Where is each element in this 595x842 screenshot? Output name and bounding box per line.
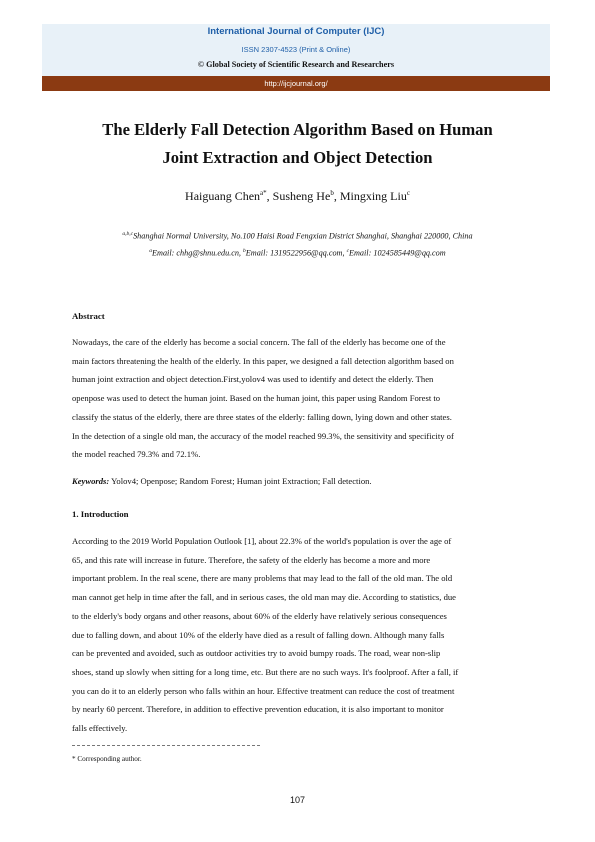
affiliation-sup: a,b,c bbox=[122, 231, 134, 237]
email-sup-c: c bbox=[346, 248, 350, 254]
email-line bbox=[42, 248, 553, 258]
footnote-divider bbox=[72, 745, 260, 746]
abstract-heading: Abstract bbox=[72, 311, 105, 321]
intro-line: you can do it to an elderly person who falls within an hour. Effective treatment can reduce the cost of treatment bbox=[72, 685, 455, 696]
page-number: 107 bbox=[289, 795, 306, 805]
author-list bbox=[42, 189, 553, 204]
affiliation bbox=[42, 231, 553, 241]
intro-line: falls effectively. bbox=[72, 723, 128, 734]
intro-line: by nearly 60 percent. Therefore, in addition to effective prevention education, it is also important to monitor bbox=[72, 704, 444, 715]
publisher-line: © Global Society of Scientific Research and Researchers bbox=[197, 60, 395, 69]
abstract-body bbox=[72, 333, 523, 464]
author-separator: , bbox=[266, 189, 273, 203]
intro-line: man cannot get help in time after the fall, and in serious cases, the old man may die. According to statistics, due bbox=[72, 592, 456, 603]
email-1[interactable]: Email: chhg@shnu.edu.cn, bbox=[152, 248, 244, 258]
abstract-line: human joint extraction and object detection.First,yolov4 was used to identify and detect the elderly. Then bbox=[72, 374, 434, 385]
journal-header bbox=[42, 24, 550, 76]
journal-issn: ISSN 2307-4523 (Print & Online) bbox=[241, 45, 351, 54]
email-sup-b: b bbox=[243, 248, 246, 254]
intro-line: shoes, stand up slowly when sitting for a long time, etc. But there are no such ways. It's foolproof. After a fall, if bbox=[72, 666, 459, 677]
journal-url-link[interactable]: http://ijcjournal.org/ bbox=[264, 79, 328, 88]
keywords bbox=[72, 476, 372, 486]
email-2[interactable]: Email: 1319522956@qq.com, bbox=[245, 248, 347, 258]
journal-name: International Journal of Computer (IJC) bbox=[207, 26, 385, 37]
intro-line: to the elderly's body organs and other reasons, about 60% of the elderly have relatively serious consequences bbox=[72, 610, 447, 621]
abstract-line: Nowadays, the care of the elderly has become a social concern. The fall of the elderly has become one of the bbox=[72, 337, 446, 347]
intro-line: According to the 2019 World Population Outlook [1], about 22.3% of the world's population is over the age of bbox=[72, 536, 452, 546]
author-2-sup: b bbox=[330, 189, 334, 197]
intro-line: 65, and this rate will increase in future. Therefore, the safety of the elderly has become a more and more bbox=[72, 554, 431, 565]
keywords-label: Keywords: bbox=[72, 476, 110, 486]
email-sup-a: a bbox=[149, 248, 153, 254]
affiliation-text: Shanghai Normal University, No.100 Haisi Road Fengxian District Shanghai, Shanghai 220000, China bbox=[133, 231, 473, 241]
abstract-line: classify the status of the elderly, there are three states of the elderly: falling down, lying down and other states. bbox=[72, 411, 452, 422]
intro-line: important problem. In the real scene, there are many problems that may lead to the fall of the old man. The old bbox=[72, 573, 453, 584]
journal-url-bar bbox=[42, 76, 550, 91]
keywords-list: Yolov4; Openpose; Random Forest; Human joint Extraction; Fall detection. bbox=[109, 476, 372, 486]
abstract-line: openpose was used to detect the human joint. Based on the human joint, this paper using Random Forest to bbox=[72, 393, 441, 404]
author-separator: , bbox=[333, 189, 340, 203]
abstract-line: main factors threatening the health of the elderly. In this paper, we designed a fall detection algorithm based on bbox=[72, 355, 454, 366]
author-3-sup: c bbox=[406, 189, 410, 197]
email-3[interactable]: Email: 1024585449@qq.com bbox=[349, 248, 446, 258]
intro-line: due to falling down, and about 10% of the elderly have died as a result of falling down. Although many falls bbox=[72, 629, 445, 640]
author-1: Haiguang Chen bbox=[185, 189, 261, 203]
abstract-line: In the detection of a single old man, the accuracy of the model reached 99.3%, the sensitivity and specificity of bbox=[72, 430, 454, 441]
author-2: Susheng He bbox=[272, 189, 331, 203]
footnote: * Corresponding author. bbox=[72, 755, 142, 763]
title-line-2: Joint Extraction and Object Detection bbox=[162, 148, 433, 167]
author-1-sup: a* bbox=[260, 189, 267, 197]
abstract-line: the model reached 79.3% and 72.1%. bbox=[72, 449, 201, 460]
title-line-1: The Elderly Fall Detection Algorithm Based on Human bbox=[102, 120, 493, 139]
paper-title bbox=[42, 116, 553, 172]
introduction-body bbox=[72, 532, 523, 738]
introduction-heading: 1. Introduction bbox=[72, 509, 129, 519]
intro-line: can be prevented and avoided, such as outdoor activities try to avoid bumpy roads. The road, wear non-slip bbox=[72, 648, 441, 659]
author-3: Mingxing Liu bbox=[339, 189, 407, 203]
